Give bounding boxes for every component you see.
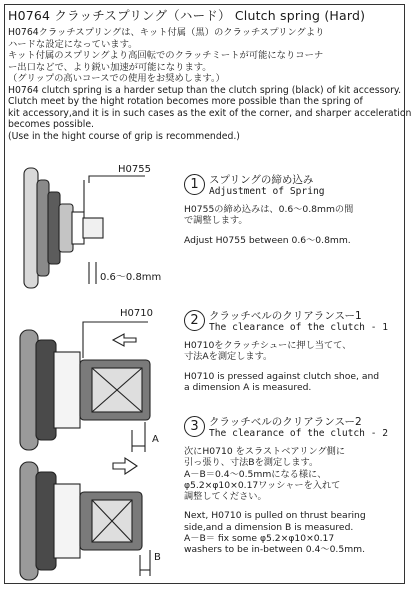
text-line: H0710 is pressed against clutch shoe, and xyxy=(184,370,380,382)
clutch-figure-2 xyxy=(20,322,150,452)
intro-line: H0764クラッチスプリングは、キット付属（黒）のクラッチスプリングより xyxy=(8,27,325,38)
intro-line: (Use in the hight course of grip is recommended.) xyxy=(8,130,240,142)
text-line: で調整します。 xyxy=(184,215,248,227)
intro-line: kit accessory,and it is in such cases as the exit of the corner, and sharper acceleration xyxy=(8,107,411,119)
intro-line: ー出口などで、より鋭い加速が可能になります。 xyxy=(8,61,212,73)
intro-line: H0764 clutch spring is a harder setup than the clutch spring (black) of kit accessory. xyxy=(8,84,402,96)
text-line: H0755の締め込みは、0.6〜0.8mmの間 xyxy=(184,204,354,215)
intro-line: becomes possible. xyxy=(8,119,95,130)
text-line: Next, H0710 is pulled on thrust bearing xyxy=(184,510,366,522)
step-number: 1 xyxy=(184,174,205,195)
step-text-en xyxy=(184,371,398,394)
step-title-jp: クラッチベルのクリアランスー2 xyxy=(209,416,362,428)
dimension-a-label: A xyxy=(152,434,159,445)
step-heading xyxy=(184,310,398,334)
text-line: 引っ張り、寸法Bを測定します。 xyxy=(184,457,319,469)
step-body xyxy=(184,204,398,246)
step-text-jp xyxy=(184,446,398,502)
text-line: Adjust H0755 between 0.6〜0.8mm. xyxy=(184,234,351,246)
text-line: a dimension A is measured. xyxy=(184,381,312,393)
part-label-h0710: H0710 xyxy=(120,308,153,319)
intro-line: キット付属のスプリングより高回転でのクラッチミートが可能になりコーナ xyxy=(8,50,324,61)
intro-line: Clutch meet by the hight rotation becomes more possible than the spring of xyxy=(8,96,363,107)
step-number: 2 xyxy=(184,310,205,331)
dimension-b-label: B xyxy=(154,552,161,563)
step-heading xyxy=(184,174,398,198)
step-title-en: The clearance of the clutch - 1 xyxy=(209,322,389,333)
text-line: A－B＝ fix some φ5.2×φ10×0.17 xyxy=(184,533,335,545)
text-line: side,and a dimension B is measured. xyxy=(184,521,354,533)
part-label-h0755: H0755 xyxy=(118,164,151,175)
intro-line: ハードな設定になっています。 xyxy=(8,38,138,50)
text-line: H0710をクラッチシューに押し当てて、 xyxy=(184,340,352,351)
step-3 xyxy=(184,416,398,564)
page-title: H0764 クラッチスプリング（ハード） Clutch spring (Hard) xyxy=(8,8,366,23)
step-number: 3 xyxy=(184,416,205,437)
text-line: φ5.2×φ10×0.17ワッシャーを入れて xyxy=(184,479,341,491)
text-line: 調整してください。 xyxy=(184,491,267,503)
step-1 xyxy=(184,174,398,254)
step-text-jp xyxy=(184,204,398,227)
step-title-en: The clearance of the clutch - 2 xyxy=(209,428,389,439)
step-title-jp: スプリングの締め込み xyxy=(209,174,314,186)
step-text-jp xyxy=(184,340,398,363)
step-text-en xyxy=(184,510,398,555)
text-line: A－B＝0.4〜0.5mmになる様に、 xyxy=(184,468,327,480)
text-line: washers to be in-between 0.4〜0.5mm. xyxy=(184,544,366,556)
step-heading xyxy=(184,416,398,440)
step-text-en xyxy=(184,235,398,246)
step-body xyxy=(184,446,398,556)
step-title-jp: クラッチベルのクリアランスー1 xyxy=(209,310,362,322)
step-body xyxy=(184,340,398,393)
text-line: 寸法Aを測定します。 xyxy=(184,351,273,363)
dimension-label: 0.6～0.8mm xyxy=(100,272,162,283)
clutch-figure-3 xyxy=(20,458,150,580)
step-2 xyxy=(184,310,398,401)
intro-line: （グリップの高いコースでの使用をお奨めします。） xyxy=(8,73,225,84)
step-title-en: Adjustment of Spring xyxy=(209,186,325,197)
text-line: 次にH0710 をスラストベアリング側に xyxy=(184,446,346,457)
